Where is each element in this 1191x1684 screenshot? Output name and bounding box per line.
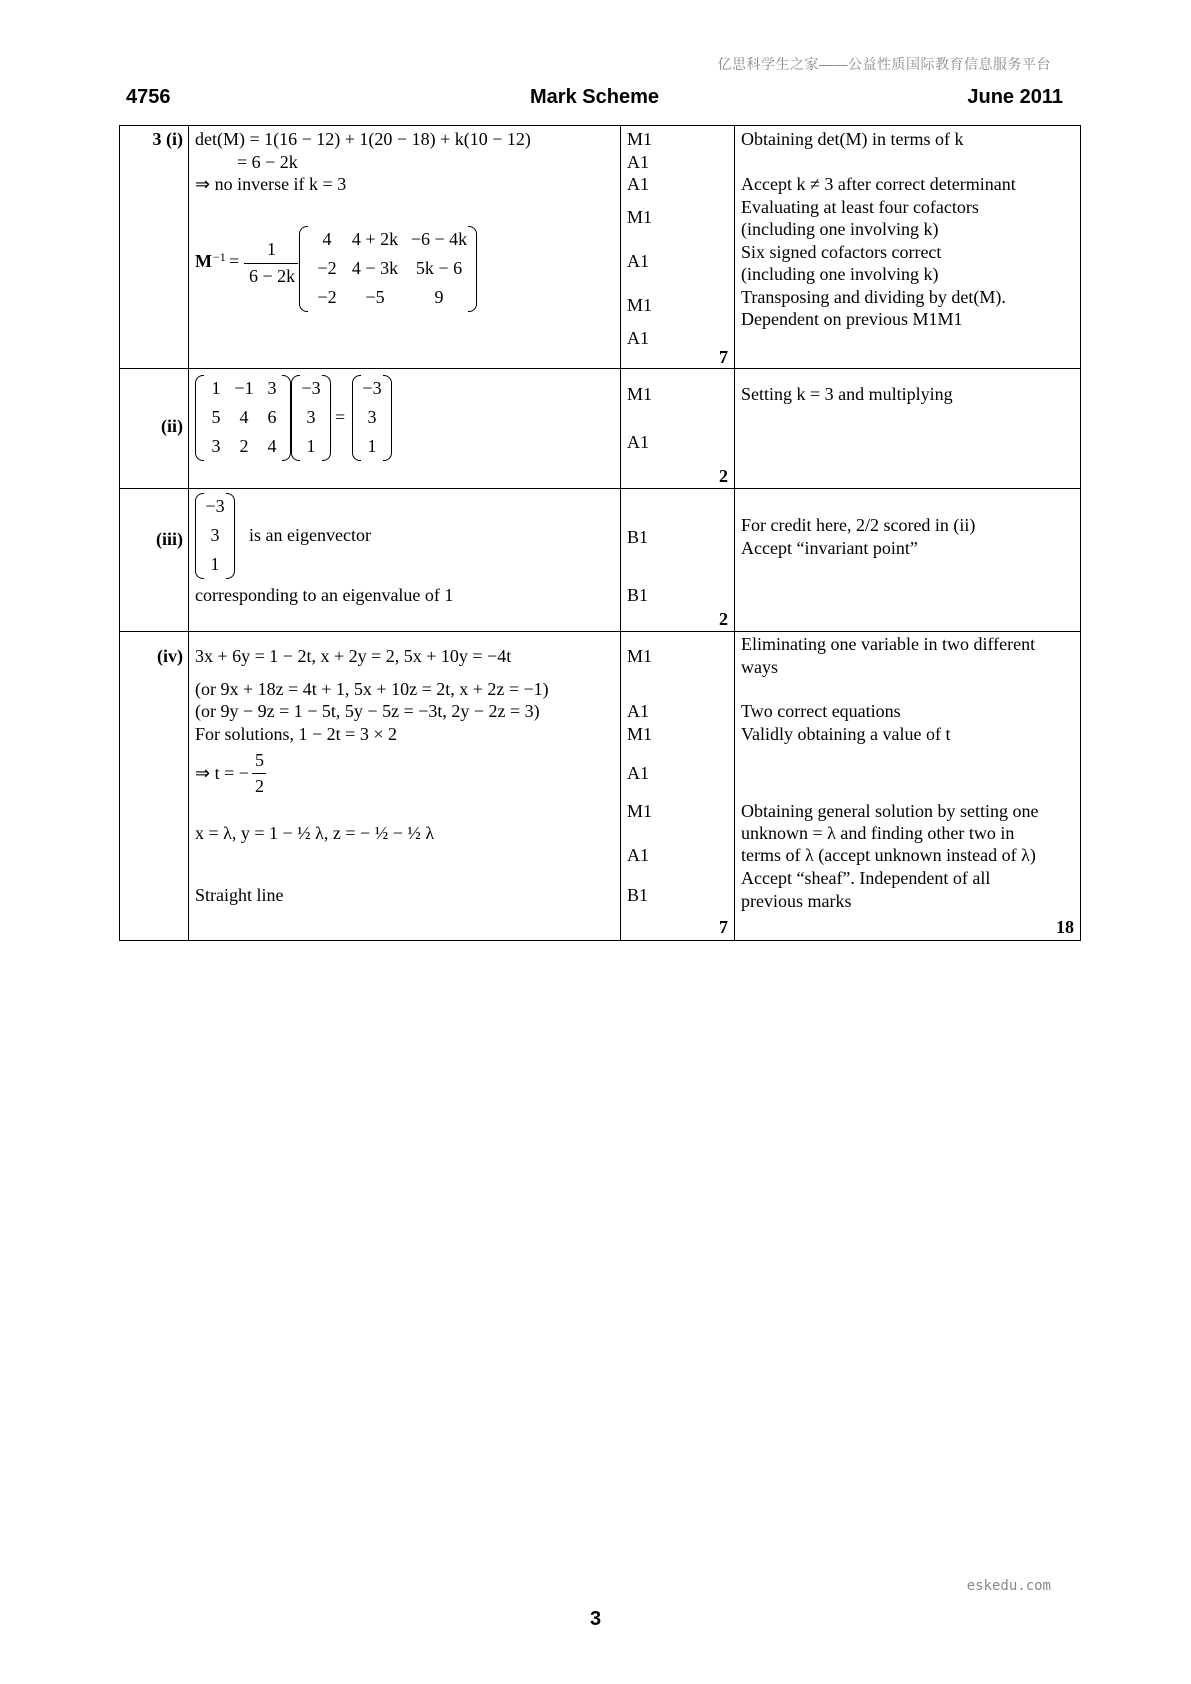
matrix-cell: 4 <box>239 407 249 427</box>
comment: Obtaining det(M) in terms of k <box>741 129 964 149</box>
t-value-prefix: ⇒ t = − <box>195 763 249 783</box>
matrix-cell: 4 <box>267 436 277 456</box>
fraction-bar <box>252 773 266 774</box>
matrix-cell: −1 <box>234 378 254 398</box>
mark: M1 <box>627 207 653 227</box>
comment: Accept “sheaf”. Independent of all <box>741 868 991 888</box>
comment: ways <box>741 657 778 677</box>
fraction-numerator: 1 <box>267 239 276 259</box>
comment: Accept “invariant point” <box>741 538 918 558</box>
page-number: 3 <box>589 1608 602 1630</box>
comment: (including one involving k) <box>741 264 939 284</box>
part-total: 2 <box>719 466 728 486</box>
matrix-cell: −2 <box>317 258 337 278</box>
matrix-cell: 6 <box>267 407 277 427</box>
page-header <box>126 86 1063 112</box>
comment: Six signed cofactors correct <box>741 242 942 262</box>
marks-cell <box>621 126 734 368</box>
answer-cell <box>189 369 620 488</box>
exam-date: June 2011 <box>967 86 1063 108</box>
matrix-cell: 2 <box>239 436 249 456</box>
row-part-i <box>120 126 1081 369</box>
vector-cell: −3 <box>362 378 382 398</box>
row-part-iii <box>120 489 1081 632</box>
matrix-cell: −2 <box>317 287 337 307</box>
part-total: 7 <box>719 917 728 937</box>
paper-code: 4756 <box>126 86 171 108</box>
alternative-line: (or 9y − 9z = 1 − 5t, 5y − 5z = −3t, 2y − 2z = 3) <box>195 701 540 721</box>
comment: terms of λ (accept unknown instead of λ) <box>741 845 1036 865</box>
mark: M1 <box>627 129 653 149</box>
no-inverse-line: ⇒ no inverse if k = 3 <box>195 174 347 194</box>
mark: B1 <box>627 527 649 547</box>
inverse-matrix <box>299 226 477 312</box>
answer-cell <box>189 489 620 631</box>
mark: A1 <box>627 328 649 348</box>
t-numerator: 5 <box>255 750 264 770</box>
comment: Eliminating one variable in two different <box>741 634 1036 654</box>
det-result: = 6 − 2k <box>237 152 298 172</box>
general-solution: x = λ, y = 1 − ½ λ, z = − ½ − ½ λ <box>195 823 435 843</box>
comment: For credit here, 2/2 scored in (ii) <box>741 515 976 535</box>
matrix-cell: 4 + 2k <box>351 229 399 249</box>
equals-sign: = <box>335 407 346 427</box>
answer-cell <box>189 126 620 368</box>
comment: Two correct equations <box>741 701 901 721</box>
straight-line-text: Straight line <box>195 885 284 905</box>
matrix-cell: −5 <box>365 287 385 307</box>
mark: B1 <box>627 585 649 605</box>
matrix-cell: 4 <box>322 229 332 249</box>
mark: M1 <box>627 801 653 821</box>
part-total: 7 <box>719 347 728 367</box>
comment: Validly obtaining a value of t <box>741 724 951 744</box>
eigenvector <box>195 493 235 579</box>
vector-cell: 3 <box>367 407 377 427</box>
part-label: (iii) <box>156 529 183 549</box>
solutions-line: For solutions, 1 − 2t = 3 × 2 <box>195 724 397 744</box>
answer-cell <box>189 632 620 940</box>
vector-b <box>291 375 331 461</box>
inverse-sup: −1 <box>213 250 226 264</box>
matrix-cell: 5 <box>211 407 221 427</box>
inverse-equals: = <box>229 251 240 271</box>
watermark-top: 亿思科学生之家——公益性质国际教育信息服务平台 <box>717 56 1051 72</box>
comments-cell <box>735 489 1080 631</box>
row-part-iv <box>120 632 1081 941</box>
matrix-cell: 3 <box>267 378 277 398</box>
vector-cell: −3 <box>301 378 321 398</box>
fraction-denominator: 6 − 2k <box>249 266 296 286</box>
vector-cell: −3 <box>205 496 225 516</box>
mark: M1 <box>627 646 653 666</box>
page-title: Mark Scheme <box>530 86 659 108</box>
vector-cell: 1 <box>306 436 316 456</box>
mark: M1 <box>627 295 653 315</box>
comment: (including one involving k) <box>741 219 939 239</box>
comment: Accept k ≠ 3 after correct determinant <box>741 174 1016 194</box>
grand-total: 18 <box>1056 917 1074 937</box>
comments-cell <box>735 632 1080 940</box>
mark: A1 <box>627 701 649 721</box>
equations-line: 3x + 6y = 1 − 2t, x + 2y = 2, 5x + 10y = −4t <box>195 646 512 666</box>
comments-cell <box>735 126 1080 368</box>
mark: M1 <box>627 724 653 744</box>
watermark-bottom: eskedu.com <box>966 1578 1051 1594</box>
vector-cell: 1 <box>367 436 377 456</box>
eigenvector-text: is an eigenvector <box>249 525 371 545</box>
matrix-cell: 4 − 3k <box>351 258 399 278</box>
comment: previous marks <box>741 891 852 911</box>
mark-scheme-table <box>119 125 1081 941</box>
matrix-cell: 5k − 6 <box>415 258 463 278</box>
part-label: (ii) <box>161 416 183 436</box>
matrix-cell: 3 <box>211 436 221 456</box>
mark: A1 <box>627 251 649 271</box>
matrix-cell: −6 − 4k <box>410 229 468 249</box>
comment: Transposing and dividing by det(M). <box>741 287 1006 307</box>
matrix-cell: 1 <box>211 378 221 398</box>
t-denominator: 2 <box>255 776 264 796</box>
mark: A1 <box>627 174 649 194</box>
eigenvalue-text: corresponding to an eigenvalue of 1 <box>195 585 454 605</box>
part-label: 3 (i) <box>152 129 183 149</box>
mark: A1 <box>627 432 649 452</box>
vector-c <box>352 375 392 461</box>
mark: A1 <box>627 845 649 865</box>
vector-cell: 3 <box>306 407 316 427</box>
alternative-line: (or 9x + 18z = 4t + 1, 5x + 10z = 2t, x + 2z = −1) <box>195 679 549 699</box>
part-total: 2 <box>719 609 728 629</box>
fraction-bar <box>244 263 298 264</box>
comment: Dependent on previous M1M1 <box>741 309 963 329</box>
vector-cell: 3 <box>210 525 220 545</box>
det-line: det(M) = 1(16 − 12) + 1(20 − 18) + k(10 − 12) <box>195 129 531 149</box>
inverse-lhs: M <box>195 251 212 271</box>
mark: B1 <box>627 885 649 905</box>
marks-cell <box>621 632 734 940</box>
comment: Obtaining general solution by setting one <box>741 801 1039 821</box>
mark: A1 <box>627 763 649 783</box>
comment: unknown = λ and finding other two in <box>741 823 1015 843</box>
marks-cell <box>621 489 734 631</box>
mark: M1 <box>627 384 653 404</box>
marks-cell <box>621 369 734 488</box>
matrix-cell: 9 <box>434 287 444 307</box>
mark: A1 <box>627 152 649 172</box>
comment: Evaluating at least four cofactors <box>741 197 979 217</box>
comment: Setting k = 3 and multiplying <box>741 384 953 404</box>
vector-cell: 1 <box>210 554 220 574</box>
row-part-ii <box>120 369 1081 489</box>
part-label: (iv) <box>157 646 183 666</box>
comments-cell <box>735 369 1080 488</box>
coefficient-matrix <box>195 375 291 461</box>
